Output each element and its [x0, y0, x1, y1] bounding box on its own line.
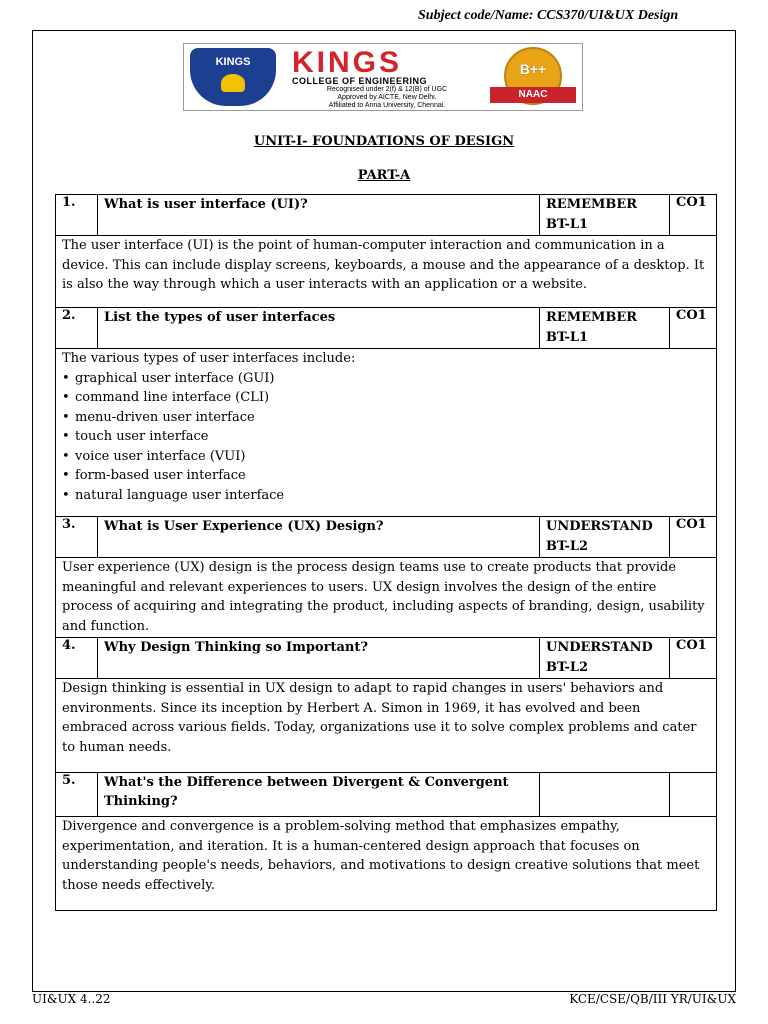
- question-row: [56, 195, 717, 236]
- level-code: BT-L1: [546, 217, 589, 232]
- question-row: [56, 308, 717, 349]
- answer-text: User experience (UX) design is the process design teams use to create products that provide meaningful and relevant experiences to users. UX design involves the design of the entire process of acquiring and integrating the product, including aspects of branding, design, usability and function.: [56, 558, 717, 638]
- level-code: BT-L1: [546, 330, 589, 345]
- list-item: • voice user interface (VUI): [62, 447, 710, 467]
- blooms-level: [540, 195, 670, 236]
- blooms-level: [540, 638, 670, 679]
- question-number: 4.: [56, 638, 98, 679]
- naac-grade: B++: [519, 61, 547, 77]
- unit-title: UNIT-I- FOUNDATIONS OF DESIGN: [253, 134, 515, 149]
- level-code: BT-L2: [546, 660, 589, 675]
- question-row: [56, 773, 717, 817]
- answer-list-cell: [56, 349, 717, 517]
- blooms-level: [540, 517, 670, 558]
- list-item: • menu-driven user interface: [62, 408, 710, 428]
- subject-code-header: Subject code/Name: CCS370/UI&UX Design: [418, 8, 679, 23]
- question-text: List the types of user interfaces: [98, 308, 540, 349]
- course-outcome: CO1: [670, 195, 717, 236]
- footer-right: KCE/CSE/QB/III YR/UI&UX: [569, 992, 736, 1006]
- list-item: • natural language user interface: [62, 486, 710, 506]
- question-number: 5.: [56, 773, 98, 817]
- answer-row: [56, 679, 717, 773]
- question-number: 2.: [56, 308, 98, 349]
- question-number: 3.: [56, 517, 98, 558]
- lamp-icon: [221, 74, 245, 92]
- level-name: REMEMBER: [546, 197, 638, 212]
- question-row: [56, 638, 717, 679]
- level-name: UNDERSTAND: [546, 519, 653, 534]
- list-item: • form-based user interface: [62, 466, 710, 486]
- answer-text: Design thinking is essential in UX design to adapt to rapid changes in users' behaviors and environments. Since its inception by Herbert A. Simon in 1969, it has evolved and been embraced across various fields. Today, organizations use it to solve complex problems and cater to human needs.: [56, 679, 717, 773]
- blooms-level: [540, 773, 670, 817]
- list-item: • touch user interface: [62, 427, 710, 447]
- answer-row: [56, 349, 717, 517]
- level-code: BT-L2: [546, 539, 589, 554]
- college-name: KINGS: [292, 46, 403, 79]
- recognition-line: Recognised under 2(f) & 12(B) of UGC: [326, 86, 448, 93]
- answer-text: Divergence and convergence is a problem-solving method that emphasizes empathy, experimentation, and iteration. It is a human-centered design approach that focuses on understanding people's needs, behaviors, and motivations to design creative solutions that meet those needs effectively.: [56, 817, 717, 911]
- course-outcome: CO1: [670, 638, 717, 679]
- list-item: • graphical user interface (GUI): [62, 369, 710, 389]
- answer-row: [56, 817, 717, 911]
- course-outcome: CO1: [670, 308, 717, 349]
- answer-row: [56, 236, 717, 308]
- naac-badge: [490, 47, 578, 107]
- course-outcome: CO1: [670, 517, 717, 558]
- list-item: • command line interface (CLI): [62, 388, 710, 408]
- recognition-line: Approved by AICTE, New Delhi.: [337, 94, 437, 101]
- question-text: What's the Difference between Divergent & Convergent Thinking?: [98, 773, 540, 817]
- blooms-level: [540, 308, 670, 349]
- naac-label: NAAC: [490, 87, 576, 103]
- ui-types-list: [62, 369, 710, 506]
- recognition-line: Affiliated to Anna University, Chennai.: [328, 102, 446, 109]
- college-shield-icon: [190, 48, 276, 106]
- question-row: [56, 517, 717, 558]
- question-text: What is User Experience (UX) Design?: [98, 517, 540, 558]
- level-name: REMEMBER: [546, 310, 638, 325]
- answer-row: [56, 558, 717, 638]
- question-text: Why Design Thinking so Important?: [98, 638, 540, 679]
- part-title: PART-A: [357, 168, 411, 183]
- answer-text: The user interface (UI) is the point of human-computer interaction and communication in a device. This can include display screens, keyboards, a mouse and the appearance of a desktop. It is also the way through which a user interacts with an application or a website.: [56, 236, 717, 308]
- shield-text: KINGS: [215, 56, 251, 68]
- footer-left: UI&UX 4..22: [32, 992, 111, 1006]
- level-name: UNDERSTAND: [546, 640, 653, 655]
- question-table: [55, 194, 717, 911]
- answer-intro: The various types of user interfaces include:: [62, 351, 356, 366]
- course-outcome: [670, 773, 717, 817]
- question-text: What is user interface (UI)?: [98, 195, 540, 236]
- college-logo: [183, 43, 583, 111]
- college-subtitle: COLLEGE OF ENGINEERING: [292, 76, 428, 86]
- question-number: 1.: [56, 195, 98, 236]
- college-recognition: [292, 86, 482, 110]
